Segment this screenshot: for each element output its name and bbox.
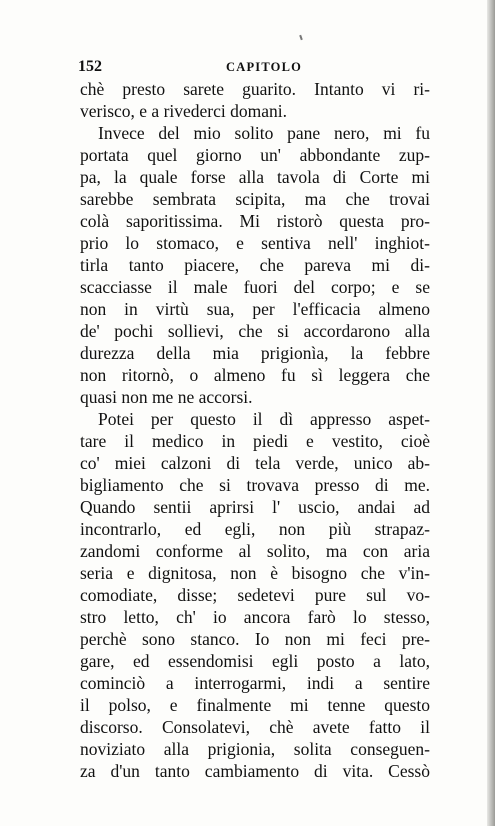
text-line: scacciasse il male fuori del corpo; e se — [80, 277, 430, 297]
text-line: il polso, e finalmente mi tenne questo — [80, 695, 430, 715]
text-line: verisco, e a rivederci domani. — [80, 101, 287, 121]
text-line: co' miei calzoni di tela verde, unico ab- — [80, 453, 430, 473]
text-line: durezza della mia prigionìa, la febbre — [80, 343, 430, 363]
text-line: comodiate, disse; sedetevi pure sul vo- — [80, 585, 430, 605]
text-line: prio lo stomaco, e sentiva nell' inghiot- — [80, 233, 430, 253]
text-line: de' pochi sollievi, che si accordarono alla — [80, 321, 430, 341]
text-line: quasi non me ne accorsi. — [80, 387, 253, 407]
text-line: tirla tanto piacere, che pareva mi di- — [80, 255, 430, 275]
text-line: pa, la quale forse alla tavola di Corte mi — [80, 167, 430, 187]
text-line: za d'un tanto cambiamento di vita. Cessò — [80, 761, 430, 781]
text-line: portata quel giorno un' abbondante zup- — [80, 145, 430, 165]
text-line: perchè sono stanco. Io non mi feci pre- — [80, 629, 430, 649]
text-line: non in virtù sua, per l'efficacia almeno — [80, 299, 430, 319]
page-edge-shadow — [487, 0, 495, 826]
text-line: discorso. Consolatevi, chè avete fatto il — [80, 717, 430, 737]
page-number: 152 — [78, 58, 102, 75]
page-blemish — [299, 35, 303, 40]
text-line: seria e dignitosa, non è bisogno che v'in- — [80, 563, 430, 583]
text-line: bigliamento che si trovava presso di me. — [80, 475, 430, 495]
text-line: colà saporitissima. Mi ristorò questa pro- — [80, 211, 430, 231]
text-line: non ritornò, o almeno fu sì leggera che — [80, 365, 430, 385]
body-text — [80, 78, 430, 782]
text-line: sarebbe sembrata scipita, ma che trovai — [80, 189, 430, 209]
text-line: tare il medico in piedi e vestito, cioè — [80, 431, 430, 451]
text-line: noviziato alla prigionia, solita conseguen- — [80, 739, 430, 759]
text-line: zandomi conforme al solito, ma con aria — [80, 541, 430, 561]
text-line: Potei per questo il dì appresso aspet- — [98, 409, 430, 429]
text-line: stro letto, ch' io ancora farò lo stesso, — [80, 607, 430, 627]
text-line: Quando sentii aprirsi l' uscio, andai ad — [80, 497, 430, 517]
running-head: CAPITOLO — [226, 60, 303, 74]
text-line: incontrarlo, ed egli, non più strapaz- — [80, 519, 430, 539]
text-line: cominciò a interrogarmi, indi a sentire — [80, 673, 430, 693]
text-line: Invece del mio solito pane nero, mi fu — [98, 123, 430, 143]
text-line: gare, ed essendomisi egli posto a lato, — [80, 651, 430, 671]
page-header — [78, 58, 438, 76]
text-line: chè presto sarete guarito. Intanto vi ri- — [80, 79, 430, 99]
